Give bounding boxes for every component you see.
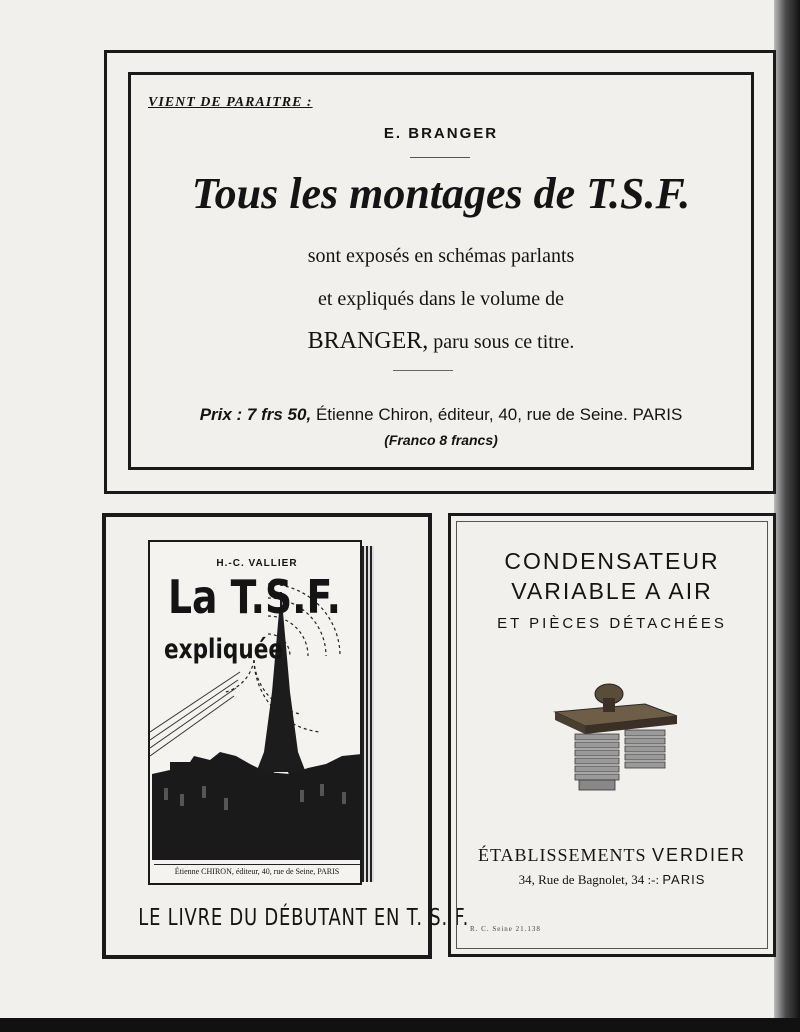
description-line-3-rest: paru sous ce titre. <box>433 331 575 353</box>
book-spine-shadow <box>774 0 800 1032</box>
description-line-3 <box>128 328 754 355</box>
book-headline: Tous les montages de T.S.F. <box>191 169 691 218</box>
condenser-title-2: VARIABLE A AIR <box>511 578 713 604</box>
book-cover <box>148 540 362 885</box>
price: Prix : 7 frs 50, <box>199 405 312 424</box>
registry-number: R. C. Seine 21.138 <box>470 925 541 933</box>
author-surname: BRANGER, <box>307 328 429 354</box>
condenser-title-1: CONDENSATEUR <box>504 548 720 574</box>
divider-rule <box>410 157 470 158</box>
divider-ornament <box>393 370 453 371</box>
franco-price: (Franco 8 francs) <box>384 432 498 448</box>
street-address: 34, Rue de Bagnolet, 34 :-: <box>518 872 660 887</box>
company-name: VERDIER <box>652 845 747 865</box>
book-illustration <box>148 540 374 885</box>
price-line <box>128 405 754 425</box>
variable-condenser-illustration <box>545 670 685 800</box>
address-line <box>448 872 776 888</box>
description-line-2: et expliqués dans le volume de <box>317 288 565 310</box>
cover-author: H.-C. VALLIER <box>216 558 298 569</box>
new-release-label: VIENT DE PARAITRE : <box>148 95 313 110</box>
author-name: E. BRANGER <box>383 125 499 142</box>
description-line-1: sont exposés en schémas parlants <box>307 245 575 267</box>
cover-subtitle: expliquée <box>164 634 283 665</box>
condenser-subtitle: ET PIÈCES DÉTACHÉES <box>497 615 727 632</box>
cover-title: La T.S.F. <box>168 570 342 624</box>
book-caption: LE LIVRE DU DÉBUTANT EN T. S. F. <box>138 905 470 931</box>
publisher-address: Étienne Chiron, éditeur, 40, rue de Seine. PARIS <box>315 405 683 424</box>
city: PARIS <box>662 872 706 887</box>
company-line <box>448 845 776 866</box>
company-label: ÉTABLISSEMENTS <box>477 845 647 865</box>
cover-publisher: Étienne CHIRON, éditeur, 40, rue de Seine, PARIS <box>154 864 360 878</box>
page-bottom-edge <box>0 1018 800 1032</box>
